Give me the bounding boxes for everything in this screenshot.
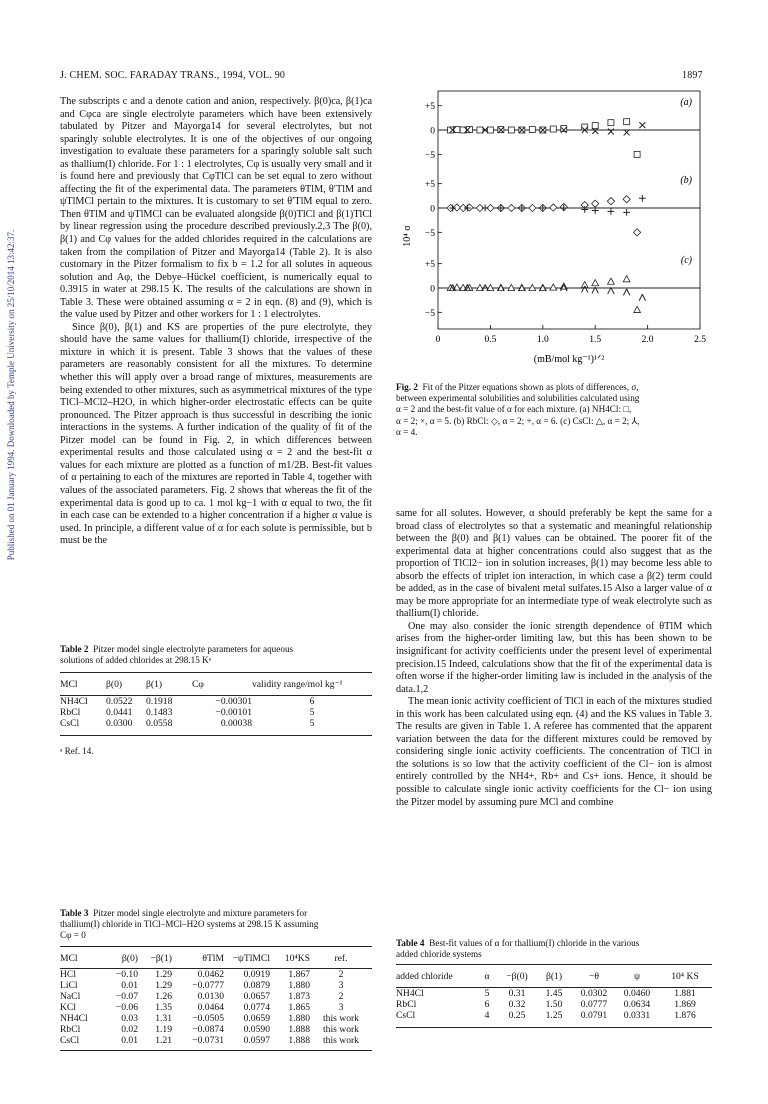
- x-tick-label: 0: [435, 335, 441, 345]
- table2: [60, 672, 372, 756]
- table-cell: 0.0460: [623, 988, 651, 999]
- table-cell: −0.0874: [192, 1024, 224, 1035]
- table-cell: 1.25: [545, 1010, 563, 1021]
- table-header: MCl: [60, 953, 78, 964]
- data-point: [623, 289, 629, 296]
- table4: [396, 964, 712, 1028]
- table-cell: 1.31: [155, 1013, 172, 1024]
- table-cell: 0.0464: [197, 1002, 224, 1013]
- table-cell: KCl: [60, 1002, 76, 1013]
- table-cell: NH4Cl: [396, 988, 424, 999]
- y-tick-label: 0: [430, 284, 435, 295]
- table-cell: 1.888: [288, 1024, 310, 1035]
- data-point: [623, 196, 630, 203]
- data-point: [529, 127, 535, 133]
- data-point: [608, 128, 614, 134]
- table-cell: 0.0597: [243, 1035, 270, 1046]
- table-row: [60, 980, 372, 991]
- data-point: [607, 198, 614, 205]
- table-cell: 3: [338, 980, 344, 991]
- y-tick-label: −5: [424, 150, 435, 161]
- y-axis-label: 10⁴ σ: [402, 225, 413, 247]
- table-cell: −0.00101: [215, 707, 252, 718]
- download-notice: Published on 01 January 1994. Downloaded by Temple University on 25/10/2014 13:42:37.: [6, 229, 16, 561]
- table-cell: 2: [338, 969, 344, 980]
- table-row: [60, 1002, 372, 1013]
- data-point: [608, 120, 614, 126]
- table-row: [60, 1024, 372, 1035]
- table-cell: CsCl: [60, 718, 80, 729]
- table-cell: 1.880: [288, 1013, 310, 1024]
- data-point: [634, 151, 640, 157]
- table-cell: 1.26: [155, 991, 172, 1002]
- table-cell: 0.0634: [623, 999, 651, 1010]
- table3-caption: Table 3 Pitzer model single electrolyte and mixture parameters for thallium(I) chloride in TlCl–MCl–H2O systems at 298.15 K assuming Cφ = 0: [60, 908, 319, 941]
- table-cell: NH4Cl: [60, 1013, 88, 1024]
- table-cell: CsCl: [60, 1035, 80, 1046]
- panel-label: (b): [680, 175, 692, 186]
- data-point: [608, 208, 615, 215]
- table-cell: 0.02: [121, 1024, 138, 1035]
- table-cell: 0.0130: [197, 991, 224, 1002]
- table-row: [396, 999, 712, 1010]
- paragraph: same for all solutes. However, α should preferably be kept the same for a broad class of electrolytes so that a systematic and meaningful relationship between the β(0) and β(1) values can be obtained. The poorer fit of the experimental data at higher concentrations could also suggest that as the proportion of TlCl2− ion in solution increases, β(1) may become less able to absorb the effects of triplet ion interaction, in which case a β(2) term could be added, as in the case of bivalent metal sulfates.15 Also a larger value of α may be more appropriate for an intermediate type of weak electrolyte such as thallium(I) chloride.: [396, 508, 712, 620]
- table-cell: 0.0590: [243, 1024, 270, 1035]
- table-header: validity range/mol kg⁻¹: [252, 679, 343, 690]
- table-row: [396, 988, 712, 1000]
- table-header: −ψTlMCl: [232, 953, 270, 964]
- table-cell: 0.03: [121, 1013, 138, 1024]
- data-point: [482, 205, 489, 212]
- paragraph: The subscripts c and a denote cation and anion, respectively. β(0)ca, β(1)ca and Cφca are single electrolyte parameters which have been extensively tabulated by Pitzer and Mayorga14 for several electrolytes, but not sparingly soluble electrolytes. It is one of the objectives of our ongoing investigation to evaluate these parameters for a sparingly soluble salt such as thallium(I) chloride. For 1 : 1 electrolytes, Cφ is usually very small and it is found here and previously that CφTlCl can be set equal to zero without affecting the fit of the experimental data. The parameters θTlM, θ′TlM and ψTlMCl pertain to the mixtures. It is customary to set θ′TlM equal to zero. Then θTlM and ψTlMCl can be evaluated alongside β(0)TlCl and β(1)TlCl by linear regression using the procedure described previously.2,3 The β(0), β(1) and Cφ values for the added chlorides required in the calculations are taken from the compilation of Pitzer and Mayorga14 (Table 2). It is also customary in the Pitzer formalism to fix b = 1.2 for all solutes in aqueous solution and Aφ, the Debye–Hückel coefficient, is numerically equal to 0.3915 in water at 298.15 K. The results of the calculations are shown in Table 3. These were obtained assuming α = 2 in eqn. (8) and (9), which is the value used by Pitzer and other workers for 1 : 1 electrolytes.: [60, 96, 372, 321]
- table-cell: NaCl: [60, 991, 81, 1002]
- data-point: [634, 306, 641, 312]
- table-cell: 0.0558: [146, 718, 173, 729]
- table-cell: RbCl: [60, 707, 81, 718]
- table-header: 10⁴KS: [284, 953, 310, 964]
- table-cell: −0.07: [115, 991, 138, 1002]
- table4-caption: Table 4 Best-fit values of α for thallium(I) chloride in the various added chloride systems: [396, 938, 640, 960]
- table-cell: 0.00038: [220, 718, 252, 729]
- table2-footnote: ᵃ Ref. 14.: [60, 746, 94, 756]
- table-cell: 4: [484, 1010, 490, 1021]
- table-cell: 5: [309, 718, 315, 729]
- table-cell: 0.25: [508, 1010, 526, 1021]
- table-cell: 1.880: [288, 980, 310, 991]
- table-cell: 0.0791: [580, 1010, 608, 1021]
- table-row: [60, 707, 372, 718]
- panel-label: (a): [680, 97, 692, 108]
- table-header: β(1): [545, 971, 563, 982]
- table-cell: 1.29: [155, 980, 172, 991]
- page-number: 1897: [682, 70, 703, 81]
- table-cell: this work: [323, 1024, 359, 1035]
- y-tick-label: 0: [430, 126, 435, 137]
- table-header: 10⁴ KS: [671, 971, 699, 982]
- data-point: [581, 206, 588, 213]
- y-tick-label: −5: [424, 228, 435, 239]
- table-row: [60, 1013, 372, 1024]
- table-cell: 5: [309, 707, 315, 718]
- table-cell: 0.32: [508, 999, 526, 1010]
- table-header: α: [484, 971, 490, 982]
- table-header: ψ: [633, 971, 640, 982]
- table-header: −θ: [588, 971, 599, 982]
- table-header: β(0): [106, 679, 123, 690]
- x-axis-label: (mB/mol kg⁻¹)¹ᐟ²: [533, 354, 605, 365]
- data-point: [508, 204, 515, 211]
- table-cell: 2: [338, 991, 344, 1002]
- table-cell: RbCl: [396, 999, 417, 1010]
- table-cell: 0.01: [121, 1035, 138, 1046]
- table-cell: CsCl: [396, 1010, 416, 1021]
- data-point: [550, 284, 557, 290]
- x-tick-label: 0.5: [484, 335, 497, 345]
- table-cell: 1.35: [155, 1002, 172, 1013]
- table-header: Cφ: [192, 679, 204, 690]
- x-tick-label: 2.5: [694, 335, 706, 345]
- running-header: J. CHEM. SOC. FARADAY TRANS., 1994, VOL. 90: [60, 70, 286, 81]
- x-tick-label: 1.0: [536, 335, 549, 345]
- table-cell: 0.0879: [243, 980, 270, 991]
- data-point: [529, 284, 536, 290]
- table-cell: 5: [484, 988, 490, 999]
- table-cell: 1.21: [155, 1035, 172, 1046]
- table-header: MCl: [60, 679, 78, 690]
- table-cell: −0.06: [115, 1002, 138, 1013]
- table-header: θTlM: [202, 953, 224, 964]
- table-cell: 1.50: [545, 999, 563, 1010]
- data-point: [508, 127, 514, 133]
- table-header: −β(0): [506, 971, 528, 982]
- table-cell: 0.0522: [106, 696, 133, 707]
- table-cell: 1.867: [288, 969, 310, 980]
- table-cell: 0.0659: [243, 1013, 270, 1024]
- data-point: [639, 294, 645, 301]
- data-point: [592, 123, 598, 129]
- table-cell: NH4Cl: [60, 696, 88, 707]
- data-point: [623, 209, 630, 216]
- data-point: [487, 127, 493, 133]
- table-cell: 0.01: [121, 980, 138, 991]
- table-cell: HCl: [60, 969, 76, 980]
- table-cell: −0.0777: [192, 980, 224, 991]
- data-point: [518, 205, 525, 212]
- data-point: [529, 204, 536, 211]
- data-point: [550, 204, 557, 211]
- table-header: ref.: [334, 953, 348, 964]
- table3: [60, 946, 372, 1051]
- table-cell: 6: [309, 696, 315, 707]
- table-cell: this work: [323, 1035, 359, 1046]
- data-point: [539, 205, 546, 212]
- paragraph: Since β(0), β(1) and KS are properties of the pure electrolyte, they should have the same values for thallium(I) chloride, irrespective of the mixture in which it is present. Table 3 shows that the values of these parameters are reasonably consistent for all the mixtures. To determine whether this will apply over a broad range of mixtures, measurements are being extended to other mixtures, such as asymmetrical mixtures of the type TlCl–MCl2–H2O, in which higher-order electrostatic effects can be quite pronounced. The Pitzer approach is thus successful in describing the ionic interactions in the systems. A further indication of the quality of fit of the Pitzer model can be found in Fig. 2, in which differences between experimental results and those calculated using α = 2 and the best-fit α values for each mixture are plotted as a function of m1/2B. Best-fit values of α pertaining to each of the mixtures are reported in Table 4, together with values of the associated parameters. Fig. 2 shows that whereas the fit of the experimental data is good up to ca. 1 mol kg−1 with α equal to two, the fit in each case can be extended to a higher concentration if a higher α value is used. In principle, a different value of α for each solute is permissible, but b must be the: [60, 321, 372, 547]
- data-point: [624, 119, 630, 125]
- table-header: β(1): [146, 679, 163, 690]
- table-cell: 6: [484, 999, 490, 1010]
- table-cell: 1.881: [674, 988, 696, 999]
- table-cell: 1.873: [288, 991, 310, 1002]
- table-cell: 0.0300: [106, 718, 133, 729]
- table-row: [396, 1010, 712, 1021]
- data-point: [477, 127, 483, 133]
- table-cell: 3: [338, 1002, 344, 1013]
- table-cell: −0.0731: [192, 1035, 224, 1046]
- table-cell: −0.00301: [215, 696, 252, 707]
- data-point: [623, 276, 630, 282]
- x-tick-label: 1.5: [589, 335, 602, 345]
- table-row: [60, 718, 372, 729]
- data-point: [497, 205, 504, 212]
- table-header: added chloride: [396, 971, 453, 982]
- table-cell: 0.1918: [146, 696, 173, 707]
- table-cell: LiCl: [60, 980, 78, 991]
- y-tick-label: −5: [424, 308, 435, 319]
- table-cell: 1.876: [674, 1010, 696, 1021]
- table-cell: 1.888: [288, 1035, 310, 1046]
- table-cell: 1.45: [545, 988, 563, 999]
- table-row: [60, 991, 372, 1002]
- table-cell: −0.0505: [192, 1013, 224, 1024]
- paragraph: The mean ionic activity coefficient of TlCl in each of the mixtures studied in this work has been calculated using eqn. (4) and the KS values in Table 3. The results are given in Table 1. A referee has commented that the apparent variation between the data for the different mixtures could be removed by considering single ionic activity coefficients. The concentration of TlCl in the solutions is so low that the activity coefficient of the Cl− ion is almost entirely controlled by the NH4+, Rb+ and Cs+ ions. Hence, it should be possible to calculate single ionic activity coefficients for the Cl− ion using the Pitzer model by assuming pure MCl and combine: [396, 696, 712, 808]
- table-cell: 1.869: [674, 999, 696, 1010]
- left-column: [60, 96, 372, 548]
- y-tick-label: +5: [424, 180, 435, 191]
- table-cell: 0.0331: [623, 1010, 651, 1021]
- figure-2: [396, 86, 712, 384]
- table-cell: 0.0919: [243, 969, 270, 980]
- figure-caption: Fig. 2 Fit of the Pitzer equations shown as plots of differences, σ, between experimental solubilities and solubilities calculated using α = 2 and the best-fit value of α for each mixture. (a) NH4Cl: □, α = 2; ×, α = 5. (b) RbCl: ◇, α = 2; +, α = 6. (c) CsCl: △, α = 2; ⅄, α = 4.: [396, 382, 640, 437]
- table2-caption: Table 2 Pitzer model single electrolyte parameters for aqueous solutions of added chlorides at 298.15 Kᵃ: [60, 644, 294, 666]
- data-point: [634, 229, 641, 236]
- y-tick-label: 0: [430, 204, 435, 215]
- data-point: [639, 195, 646, 202]
- table-cell: 1.19: [155, 1024, 172, 1035]
- table-cell: 1.29: [155, 969, 172, 980]
- data-point: [608, 278, 615, 284]
- data-point: [639, 122, 645, 128]
- table-header: −β(1): [150, 953, 172, 964]
- table-row: [60, 969, 372, 981]
- x-tick-label: 2.0: [641, 335, 654, 345]
- table-cell: 1.865: [288, 1002, 310, 1013]
- table-cell: RbCl: [60, 1024, 81, 1035]
- table-row: [60, 696, 372, 708]
- table-cell: 0.0657: [243, 991, 270, 1002]
- data-point: [582, 124, 588, 130]
- table-cell: 0.0462: [197, 969, 224, 980]
- table-cell: −0.10: [115, 969, 138, 980]
- table-row: [60, 1035, 372, 1046]
- table-cell: this work: [323, 1013, 359, 1024]
- data-point: [592, 200, 599, 207]
- paragraph: One may also consider the ionic strength dependence of θTlM which arises from the higher-order limiting law, but this has been shown to be insignificant for activity coefficients under the present level of experimental precision.15 Indeed, calculations show that the fit of the experimental data is often worse if the higher-order limiting law is included in the analysis of the data.1,2: [396, 620, 712, 695]
- table-header: β(0): [121, 953, 138, 964]
- table-cell: 0.0774: [243, 1002, 270, 1013]
- y-tick-label: +5: [424, 260, 435, 271]
- figure-2-plot: [396, 86, 712, 384]
- table-cell: 0.0777: [580, 999, 608, 1010]
- right-column: [396, 508, 712, 809]
- data-point: [550, 126, 556, 132]
- table-cell: 0.0441: [106, 707, 133, 718]
- table-cell: 0.31: [508, 988, 526, 999]
- panel-label: (c): [680, 255, 692, 266]
- table-cell: 0.1483: [146, 707, 173, 718]
- y-tick-label: +5: [424, 102, 435, 113]
- data-point: [592, 280, 599, 286]
- data-point: [508, 284, 515, 290]
- table-cell: 0.0302: [580, 988, 608, 999]
